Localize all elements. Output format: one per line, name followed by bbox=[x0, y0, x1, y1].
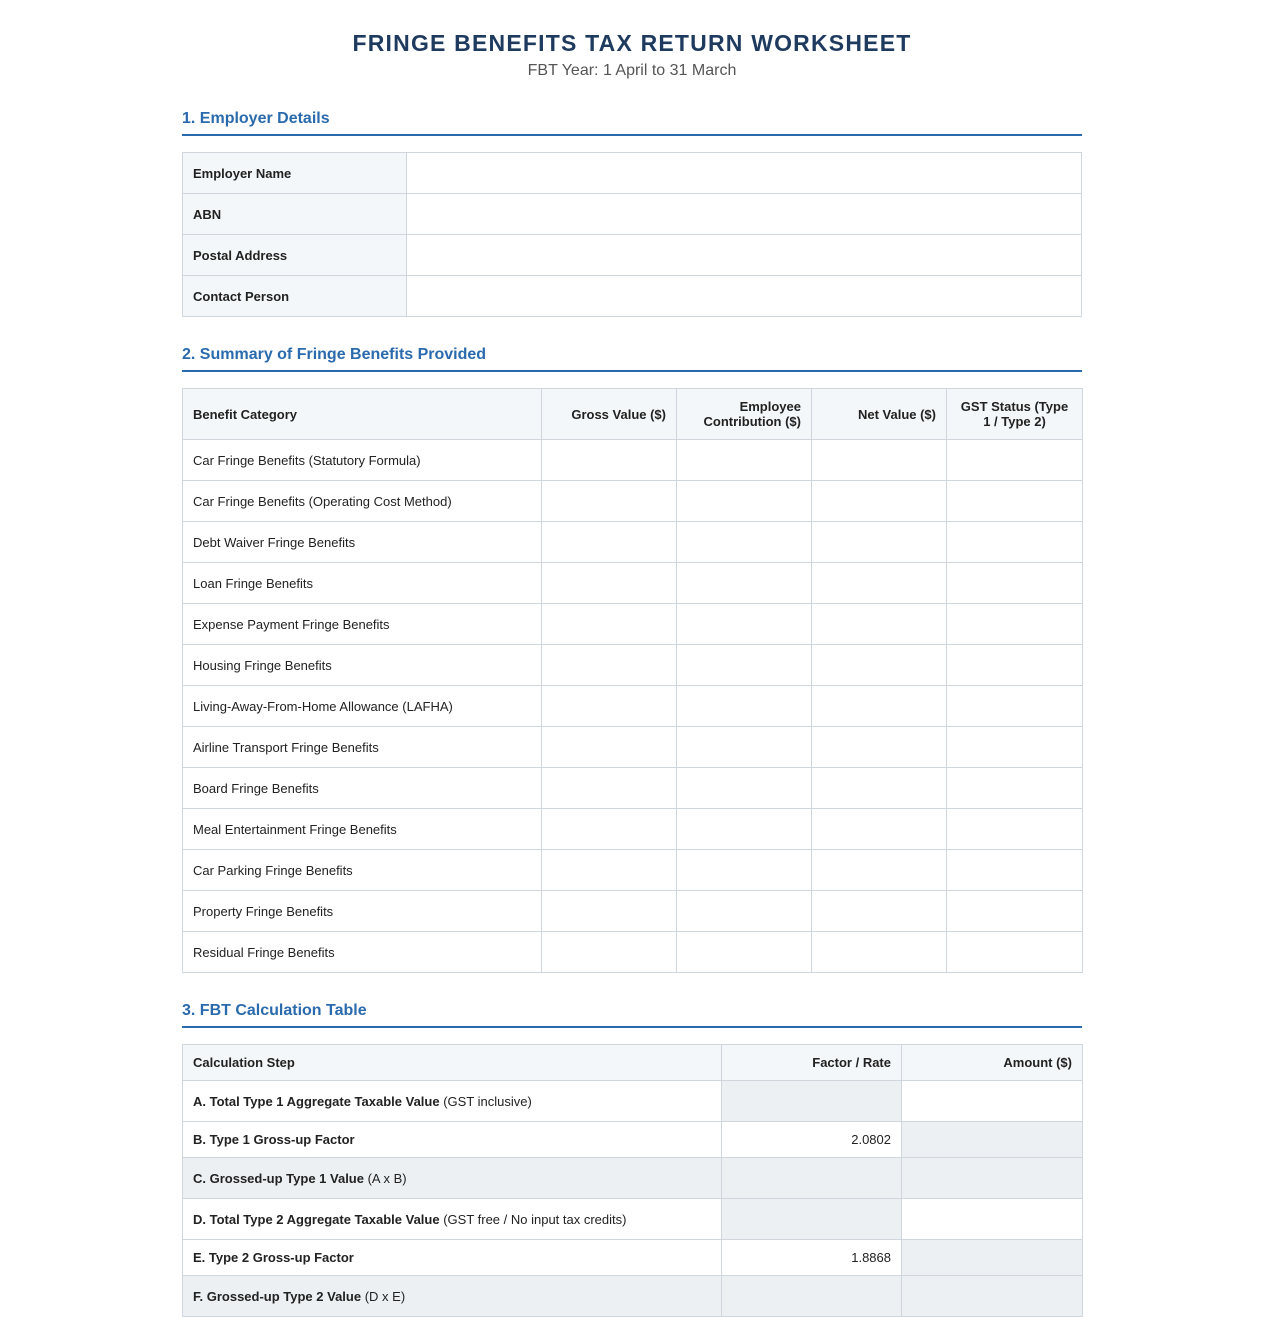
table-row bbox=[183, 1081, 1083, 1122]
gst-status-cell[interactable] bbox=[947, 645, 1083, 686]
table-header-row bbox=[183, 389, 1083, 440]
table-row bbox=[183, 235, 1082, 276]
postal-address-field[interactable] bbox=[407, 235, 1082, 276]
employee-contribution-cell[interactable] bbox=[677, 891, 812, 932]
column-header-net-value: Net Value ($) bbox=[812, 389, 947, 440]
gst-status-cell[interactable] bbox=[947, 891, 1083, 932]
fbt-calculation-table bbox=[182, 1044, 1083, 1317]
section-heading-employer: 1. Employer Details bbox=[182, 110, 1082, 136]
benefit-category-cell: Living-Away-From-Home Allowance (LAFHA) bbox=[183, 686, 542, 727]
gross-value-cell[interactable] bbox=[542, 563, 677, 604]
benefit-category-cell: Car Fringe Benefits (Operating Cost Method) bbox=[183, 481, 542, 522]
table-row bbox=[183, 686, 1083, 727]
calculation-step-cell bbox=[183, 1081, 722, 1122]
amount-cell[interactable] bbox=[902, 1081, 1083, 1122]
gross-value-cell[interactable] bbox=[542, 440, 677, 481]
benefit-category-cell: Loan Fringe Benefits bbox=[183, 563, 542, 604]
net-value-cell[interactable] bbox=[812, 686, 947, 727]
calculation-step-label: B. Type 1 Gross-up Factor bbox=[193, 1132, 355, 1147]
amount-cell bbox=[902, 1276, 1083, 1317]
net-value-cell[interactable] bbox=[812, 768, 947, 809]
benefit-category-cell: Car Fringe Benefits (Statutory Formula) bbox=[183, 440, 542, 481]
factor-rate-cell bbox=[722, 1158, 902, 1199]
employee-contribution-cell[interactable] bbox=[677, 563, 812, 604]
employee-contribution-cell[interactable] bbox=[677, 440, 812, 481]
benefit-category-cell: Car Parking Fringe Benefits bbox=[183, 850, 542, 891]
gst-status-cell[interactable] bbox=[947, 768, 1083, 809]
gross-value-cell[interactable] bbox=[542, 522, 677, 563]
contact-person-label: Contact Person bbox=[183, 276, 407, 317]
employee-contribution-cell[interactable] bbox=[677, 932, 812, 973]
gross-value-cell[interactable] bbox=[542, 686, 677, 727]
employee-contribution-cell[interactable] bbox=[677, 768, 812, 809]
gst-status-cell[interactable] bbox=[947, 522, 1083, 563]
abn-field[interactable] bbox=[407, 194, 1082, 235]
employee-contribution-cell[interactable] bbox=[677, 850, 812, 891]
net-value-cell[interactable] bbox=[812, 522, 947, 563]
table-row bbox=[183, 481, 1083, 522]
section-heading-summary: 2. Summary of Fringe Benefits Provided bbox=[182, 346, 1082, 372]
gross-value-cell[interactable] bbox=[542, 768, 677, 809]
employee-contribution-cell[interactable] bbox=[677, 604, 812, 645]
benefit-category-cell: Meal Entertainment Fringe Benefits bbox=[183, 809, 542, 850]
benefit-category-cell: Housing Fringe Benefits bbox=[183, 645, 542, 686]
column-header-gross-value: Gross Value ($) bbox=[542, 389, 677, 440]
table-row bbox=[183, 153, 1082, 194]
gst-status-cell[interactable] bbox=[947, 932, 1083, 973]
benefits-summary-table bbox=[182, 388, 1083, 973]
gst-status-cell[interactable] bbox=[947, 809, 1083, 850]
net-value-cell[interactable] bbox=[812, 481, 947, 522]
factor-rate-cell: 2.0802 bbox=[722, 1122, 902, 1158]
gst-status-cell[interactable] bbox=[947, 604, 1083, 645]
net-value-cell[interactable] bbox=[812, 563, 947, 604]
calculation-step-label: E. Type 2 Gross-up Factor bbox=[193, 1250, 354, 1265]
gst-status-cell[interactable] bbox=[947, 481, 1083, 522]
gross-value-cell[interactable] bbox=[542, 481, 677, 522]
net-value-cell[interactable] bbox=[812, 440, 947, 481]
employee-contribution-cell[interactable] bbox=[677, 686, 812, 727]
calculation-step-note: (GST inclusive) bbox=[439, 1093, 532, 1109]
employee-contribution-cell[interactable] bbox=[677, 645, 812, 686]
benefit-category-cell: Debt Waiver Fringe Benefits bbox=[183, 522, 542, 563]
table-row bbox=[183, 440, 1083, 481]
calculation-step-label: D. Total Type 2 Aggregate Taxable Value bbox=[193, 1211, 440, 1227]
employer-name-field[interactable] bbox=[407, 153, 1082, 194]
table-row bbox=[183, 727, 1083, 768]
gst-status-cell[interactable] bbox=[947, 440, 1083, 481]
gross-value-cell[interactable] bbox=[542, 727, 677, 768]
calculation-step-label: F. Grossed-up Type 2 Value bbox=[193, 1288, 362, 1304]
employee-contribution-cell[interactable] bbox=[677, 809, 812, 850]
net-value-cell[interactable] bbox=[812, 604, 947, 645]
table-row bbox=[183, 850, 1083, 891]
table-row bbox=[183, 932, 1083, 973]
postal-address-label: Postal Address bbox=[183, 235, 407, 276]
table-row bbox=[183, 768, 1083, 809]
employee-contribution-cell[interactable] bbox=[677, 481, 812, 522]
net-value-cell[interactable] bbox=[812, 850, 947, 891]
factor-rate-cell bbox=[722, 1276, 902, 1317]
page-subtitle: FBT Year: 1 April to 31 March bbox=[527, 62, 737, 79]
factor-rate-cell bbox=[722, 1081, 902, 1122]
gst-status-cell[interactable] bbox=[947, 686, 1083, 727]
table-row bbox=[183, 1276, 1083, 1317]
net-value-cell[interactable] bbox=[812, 891, 947, 932]
gst-status-cell[interactable] bbox=[947, 563, 1083, 604]
factor-rate-cell bbox=[722, 1199, 902, 1240]
gross-value-cell[interactable] bbox=[542, 809, 677, 850]
gross-value-cell[interactable] bbox=[542, 645, 677, 686]
contact-person-field[interactable] bbox=[407, 276, 1082, 317]
section-heading-calculation: 3. FBT Calculation Table bbox=[182, 1002, 1082, 1028]
table-row bbox=[183, 522, 1083, 563]
calculation-step-cell bbox=[183, 1122, 722, 1158]
calculation-step-label: C. Grossed-up Type 1 Value bbox=[193, 1170, 364, 1186]
net-value-cell[interactable] bbox=[812, 932, 947, 973]
column-header-calculation-step: Calculation Step bbox=[183, 1045, 722, 1081]
net-value-cell[interactable] bbox=[812, 727, 947, 768]
table-row bbox=[183, 563, 1083, 604]
calculation-step-cell bbox=[183, 1240, 722, 1276]
table-row bbox=[183, 1199, 1083, 1240]
table-row bbox=[183, 1158, 1083, 1199]
column-header-amount: Amount ($) bbox=[902, 1045, 1083, 1081]
table-row bbox=[183, 604, 1083, 645]
benefit-category-cell: Residual Fringe Benefits bbox=[183, 932, 542, 973]
benefit-category-cell: Expense Payment Fringe Benefits bbox=[183, 604, 542, 645]
table-row bbox=[183, 645, 1083, 686]
net-value-cell[interactable] bbox=[812, 645, 947, 686]
calculation-step-note: (A x B) bbox=[363, 1170, 407, 1186]
gst-status-cell[interactable] bbox=[947, 850, 1083, 891]
factor-rate-cell: 1.8868 bbox=[722, 1240, 902, 1276]
page-title: FRINGE BENEFITS TAX RETURN WORKSHEET bbox=[352, 30, 912, 56]
employee-contribution-cell[interactable] bbox=[677, 727, 812, 768]
table-row bbox=[183, 809, 1083, 850]
calculation-step-label: A. Total Type 1 Aggregate Taxable Value bbox=[193, 1093, 440, 1109]
amount-cell bbox=[902, 1240, 1083, 1276]
employer-name-label: Employer Name bbox=[183, 153, 407, 194]
abn-label: ABN bbox=[183, 194, 407, 235]
gst-status-cell[interactable] bbox=[947, 727, 1083, 768]
amount-cell[interactable] bbox=[902, 1199, 1083, 1240]
gross-value-cell[interactable] bbox=[542, 850, 677, 891]
table-row bbox=[183, 1240, 1083, 1276]
table-row bbox=[183, 276, 1082, 317]
gross-value-cell[interactable] bbox=[542, 604, 677, 645]
table-header-row bbox=[183, 1045, 1083, 1081]
employee-contribution-cell[interactable] bbox=[677, 522, 812, 563]
table-row bbox=[183, 194, 1082, 235]
benefit-category-cell: Board Fringe Benefits bbox=[183, 768, 542, 809]
column-header-employee-contribution: Employee Contribution ($) bbox=[677, 389, 812, 440]
net-value-cell[interactable] bbox=[812, 809, 947, 850]
table-row bbox=[183, 1122, 1083, 1158]
calculation-step-cell bbox=[183, 1199, 722, 1240]
column-header-benefit-category: Benefit Category bbox=[183, 389, 542, 440]
calculation-step-cell bbox=[183, 1276, 722, 1317]
calculation-step-cell bbox=[183, 1158, 722, 1199]
column-header-gst-status: GST Status (Type 1 / Type 2) bbox=[947, 389, 1083, 440]
benefit-category-cell: Property Fringe Benefits bbox=[183, 891, 542, 932]
calculation-step-note: (GST free / No input tax credits) bbox=[439, 1211, 627, 1227]
column-header-factor-rate: Factor / Rate bbox=[722, 1045, 902, 1081]
calculation-step-note: (D x E) bbox=[361, 1288, 406, 1304]
benefit-category-cell: Airline Transport Fringe Benefits bbox=[183, 727, 542, 768]
table-row bbox=[183, 891, 1083, 932]
employer-details-table bbox=[182, 152, 1082, 317]
amount-cell bbox=[902, 1122, 1083, 1158]
amount-cell bbox=[902, 1158, 1083, 1199]
gross-value-cell[interactable] bbox=[542, 891, 677, 932]
gross-value-cell[interactable] bbox=[542, 932, 677, 973]
